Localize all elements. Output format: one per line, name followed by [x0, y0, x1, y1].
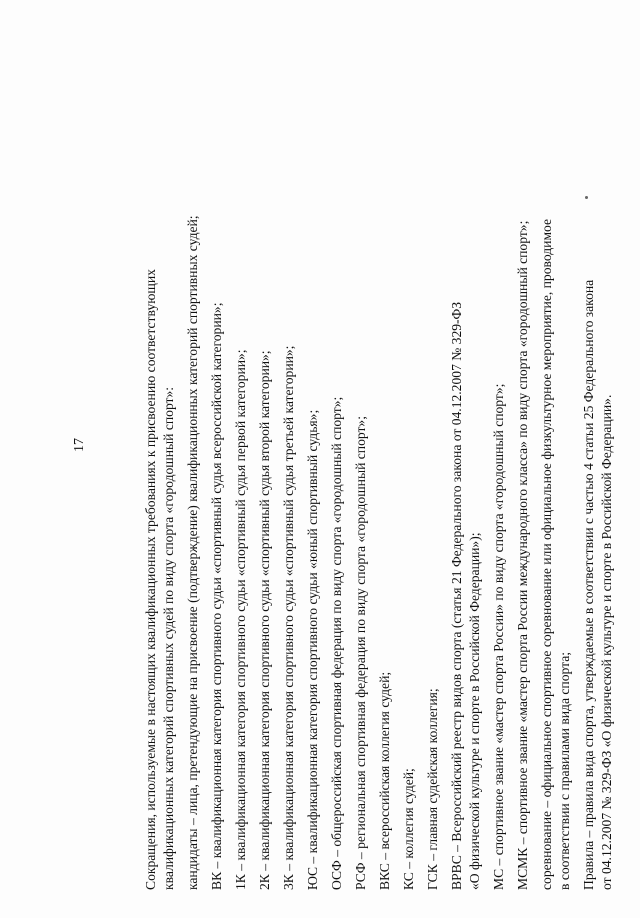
abbreviation-paragraph [424, 0, 442, 890]
text-line: 3К – квалификационная категория спортивного судьи «спортивный судья третьей категории»; [281, 345, 296, 890]
text-line: кандидаты – лица, претендующие на присвоение (подтверждение) квалификационных категорий спортивных судей; [185, 215, 200, 890]
text-line: Сокращения, используемые в настоящих квалификационных требованиях к присвоению соответствующих [143, 269, 158, 890]
page-number: 17 [72, 438, 87, 452]
abbreviation-paragraph [208, 0, 226, 890]
text-line: Правила – правила вида спорта, утверждаемые в соответствии с частью 4 статьи 25 Федерального закона [581, 279, 596, 890]
text-line: соревнование – официальное спортивное соревнование или официальное физкультурное мероприятие, проводимое [539, 218, 554, 890]
abbreviation-paragraph [376, 0, 394, 890]
abbreviation-paragraph [232, 0, 250, 890]
text-line: ГСК – главная судейская коллегия; [425, 688, 440, 890]
text-line: КС – коллегия судей; [401, 768, 416, 890]
text-line: МСМК – спортивное звание «мастер спорта России международного класса» по виду спорта «городошный спорт»; [515, 220, 530, 890]
abbreviation-paragraph [184, 0, 202, 890]
abbreviation-paragraph [304, 0, 322, 890]
text-line: 2К – квалификационная категория спортивного судьи «спортивный судья второй категории»; [257, 350, 272, 890]
scan-speck [585, 196, 588, 199]
text-line: ВК – квалификационная категория спортивного судьи «спортивный судья всероссийской категории»; [209, 302, 224, 890]
text-line: ОСФ – общероссийская спортивная федерация по виду спорта «городошный спорт»; [329, 396, 344, 890]
text-line: «О физической культуре и спорте в Российской Федерации»); [467, 532, 482, 890]
abbreviation-paragraph [142, 0, 178, 890]
text-line: МС – спортивное звание «мастер спорта России» по виду спорта «городошный спорт»; [491, 383, 506, 890]
abbreviation-paragraph [256, 0, 274, 890]
abbreviation-paragraph [352, 0, 370, 890]
text-line: ЮС – квалификационная категория спортивного судьи «юный спортивный судья»; [305, 409, 320, 890]
abbreviation-paragraph [514, 0, 532, 890]
abbreviation-paragraph [580, 0, 616, 890]
abbreviation-paragraph [490, 0, 508, 890]
text-line: квалификационных категорий спортивных судей по виду спорта «городошный спорт»: [161, 386, 176, 890]
rotated-content [70, 0, 614, 890]
abbreviation-paragraph [328, 0, 346, 890]
text-line: ВРВС – Всероссийский реестр видов спорта (статья 21 Федерального закона от 04.12.2007 № 329-ФЗ [449, 301, 464, 890]
text-line: от 04.12.2007 № 329-ФЗ «О физической культуре и спорте в Российской Федерации». [599, 394, 614, 890]
abbreviation-paragraph [280, 0, 298, 890]
abbreviations-list [142, 0, 614, 890]
text-line: 1К – квалификационная категория спортивного судьи «спортивный судья первой категории»; [233, 349, 248, 890]
text-line: ВКС – всероссийская коллегия судей; [377, 671, 392, 890]
abbreviation-paragraph [448, 0, 484, 890]
abbreviation-paragraph [538, 0, 574, 890]
abbreviation-paragraph [400, 0, 418, 890]
text-line: РСФ – региональная спортивная федерация по виду спорта «городошный спорт»; [353, 415, 368, 890]
text-line: в соответствии с правилами вида спорта; [557, 651, 572, 890]
